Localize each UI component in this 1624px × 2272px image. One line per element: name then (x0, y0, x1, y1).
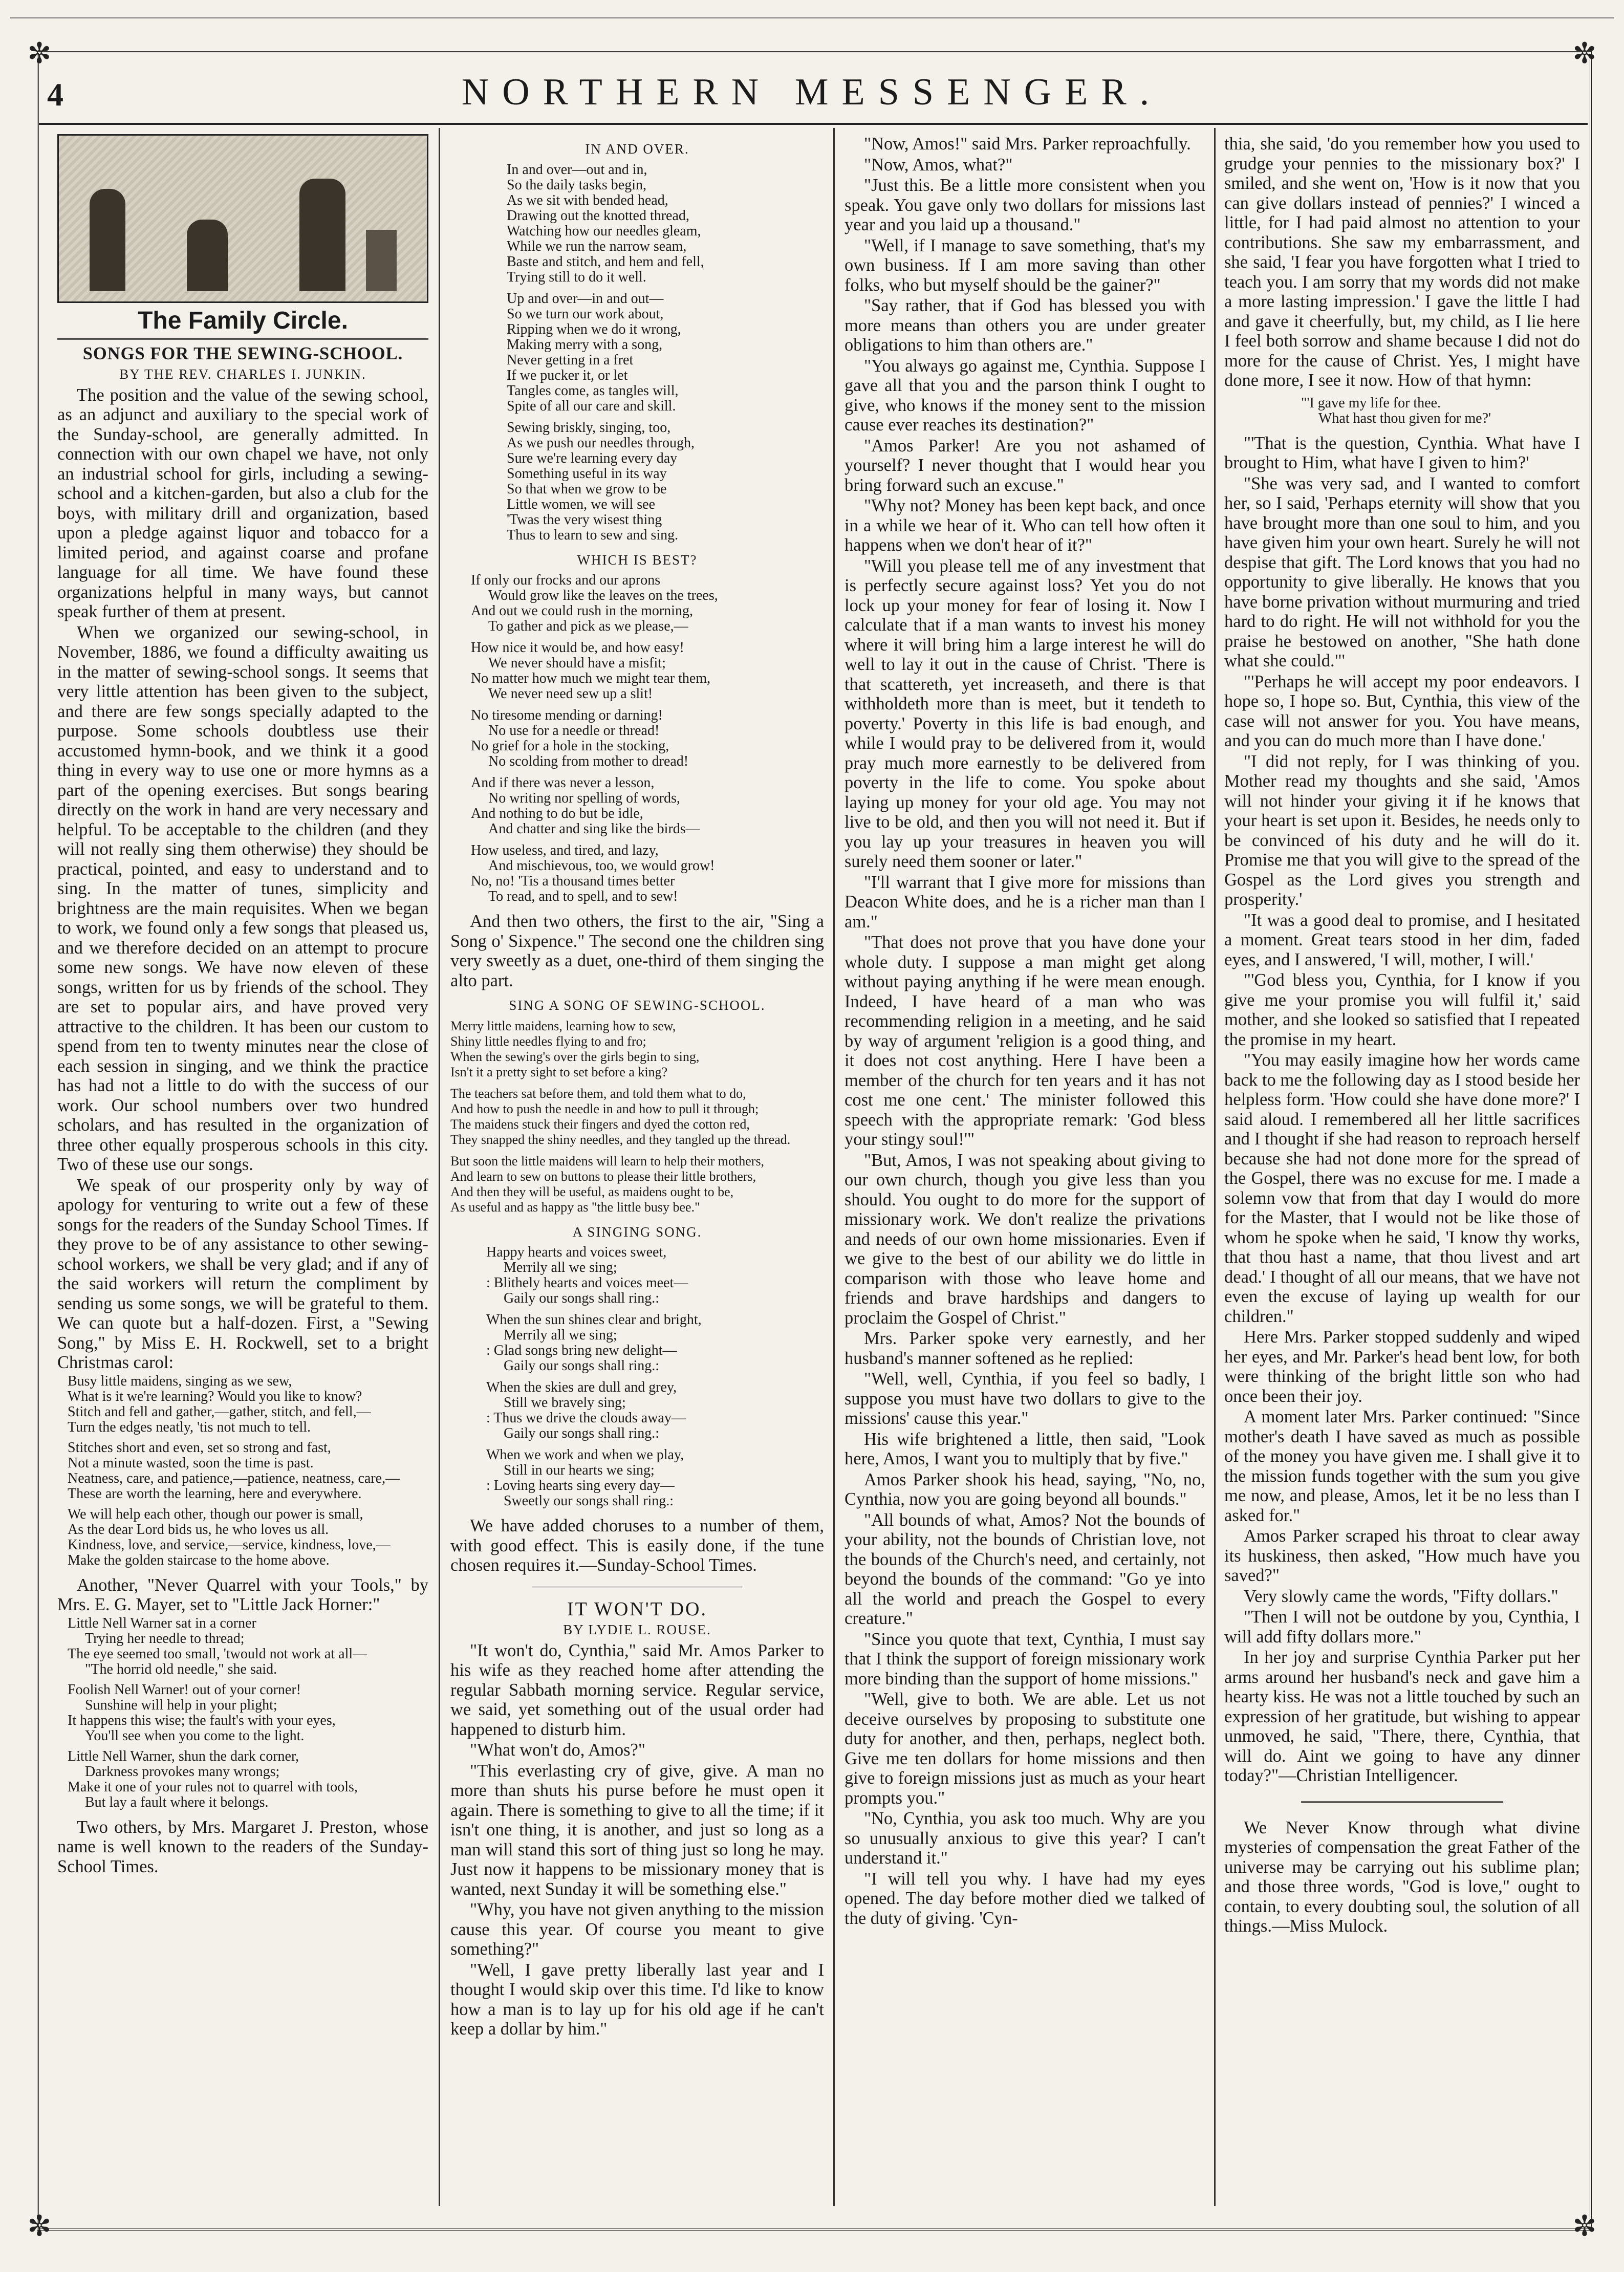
verse-line: When we work and when we play, (486, 1447, 684, 1463)
verse-line: Merry little maidens, learning how to sew, (450, 1018, 676, 1033)
paragraph: A moment later Mrs. Parker continued: "Since mother's death I have saved as much as possible of the money you have given me. I shall give it to the mission funds together with the sum you give me now, and please, Amos, let it be no less than I asked for." (1224, 1407, 1580, 1525)
paragraph: thia, she said, 'do you remember how you used to grudge your pennies to the missionary box?' I smiled, and she went on, 'How is it now that you can give dollars instead of pennies?' I winced a little, for I had paid almost no attention to your contributions. She saw my embarrassment, and she said, 'I fear you have forgotten what I tried to teach you. I am sorry that my words did not make a more lasting impression.' I gave the little I had and gave it cheerfully, but, my child, as I lie here I feel both sorrow and shame because I did not do more for the cause of Christ. Yes, I might have done more, I see it now. How of that hymn: (1224, 134, 1580, 390)
poem-sewing-song (68, 1374, 428, 1568)
verse-line: Little women, we will see (507, 496, 656, 512)
verse-line: We never should have a misfit; (488, 655, 666, 671)
verse-line: As we push our needles through, (507, 435, 695, 451)
paragraph: "All bounds of what, Amos? Not the bounds of your ability, not the bounds of Christian love, not the bounds of the Church's need, and certainly, not beyond the bounds of the command: "Go ye into all the world and preach the Gospel to every creature." (845, 1510, 1205, 1628)
poem-singing-song (486, 1245, 824, 1509)
corner-ornament-icon: ✼ (1572, 2210, 1597, 2243)
paragraph: "Well, give to both. We are able. Let us not deceive ourselves by proposing to substitute one duty for another, and then, perhaps, neglect both. Give me ten dollars for home missions and then give to foreign missions just as much as your heart prompts you." (845, 1690, 1205, 1808)
verse-line: What is it we're learning? Would you like to know? (68, 1388, 362, 1404)
verse-line: "'I gave my life for thee. (1301, 395, 1441, 411)
divider (532, 1587, 742, 1588)
verse-line: When the sun shines clear and bright, (486, 1312, 702, 1328)
verse-line: Drawing out the knotted thread, (507, 207, 689, 224)
corner-ornament-icon: ✼ (27, 2210, 52, 2243)
verse-line: When the skies are dull and grey, (486, 1379, 677, 1395)
masthead-rule (39, 123, 1588, 125)
poem-sing-a-song (450, 1019, 824, 1215)
verse-line: As useful and as happy as "the little busy bee." (450, 1199, 700, 1215)
verse-line: We never need sew up a slit! (488, 686, 653, 702)
verse-line: Still in our hearts we sing; (504, 1462, 655, 1478)
verse-line: No matter how much we might tear them, (471, 670, 711, 686)
column-divider (1214, 128, 1216, 2206)
column-2 (450, 134, 824, 2040)
verse-line: While we run the narrow seam, (507, 238, 687, 254)
verse-line: Neatness, care, and patience,—patience, neatness, care,— (68, 1470, 400, 1486)
paragraph: Amos Parker shook his head, saying, "No, no, Cynthia, now you are going beyond all bounds." (845, 1469, 1205, 1509)
paragraph: Two others, by Mrs. Margaret J. Preston, whose name is well known to the readers of the Sunday-School Times. (57, 1817, 428, 1876)
verse-line: Busy little maidens, singing as we sew, (68, 1373, 292, 1389)
verse-line: : Blithely hearts and voices meet— (486, 1275, 688, 1291)
verse-line: Stitch and fell and gather,—gather, stitch, and fell,— (68, 1403, 371, 1420)
verse-line: The maidens stuck their fingers and dyed the cotton red, (450, 1116, 750, 1132)
poem-title: WHICH IS BEST? (577, 552, 698, 568)
verse-line: The eye seemed too small, 'twould not work at all— (68, 1646, 367, 1662)
verse-line: And nothing to do but be idle, (471, 806, 643, 821)
hymn-quote (1301, 396, 1580, 426)
verse-line: It happens this wise; the fault's with your eyes, (68, 1712, 336, 1728)
verse-line: To read, and to spell, and to sew! (488, 889, 678, 904)
column-divider (439, 128, 440, 2206)
verse-line: Make the golden staircase to the home above. (68, 1552, 330, 1568)
paragraph: "Then I will not be outdone by you, Cynthia, I will add fifty dollars more." (1224, 1607, 1580, 1647)
verse-line: Darkness provokes many wrongs; (85, 1763, 280, 1780)
paragraph: "Now, Amos!" said Mrs. Parker reproachfully. (864, 134, 1191, 154)
paragraph: "I did not reply, for I was thinking of you. Mother read my thoughts and she said, 'Amos will not hinder your giving it if he knows that your heart is set upon it. Besides, he needs only to be convinced of his duty and he will do it. Promise me that you will give to the spread of the Gospel as the Lord gives you strength and prosperity.' (1224, 751, 1580, 909)
verse-line: Not a minute wasted, soon the time is past. (68, 1455, 314, 1471)
verse-line: Watching how our needles gleam, (507, 223, 701, 239)
paragraph: Very slowly came the words, "Fifty dollars." (1244, 1586, 1558, 1606)
verse-line: Gaily our songs shall ring.: (504, 1290, 660, 1306)
paragraph: "Now, Amos, what?" (864, 155, 1013, 175)
verse-line: : Thus we drive the clouds away— (486, 1410, 686, 1426)
paragraph: "'Perhaps he will accept my poor endeavors. I hope so, I hope so. But, Cynthia, this view of the case will not answer for you. You have means, and you can do much more than I have done.' (1224, 672, 1580, 750)
paragraph: "Amos Parker! Are you not ashamed of yourself? I never thought that I would hear you bring forward such an excuse." (845, 436, 1205, 495)
paragraph: Another, "Never Quarrel with your Tools," by Mrs. E. G. Mayer, set to "Little Jack Horner:" (57, 1575, 428, 1614)
poem-never-quarrel (68, 1616, 428, 1810)
article-byline: BY THE REV. CHARLES I. JUNKIN. (119, 366, 366, 382)
verse-line: Sunshine will help in your plight; (85, 1697, 277, 1713)
column-divider (833, 128, 835, 2206)
verse-line: No, no! 'Tis a thousand times better (471, 873, 675, 889)
verse-line: And out we could rush in the morning, (471, 603, 693, 619)
paragraph: We have added choruses to a number of them, with good effect. This is easily done, if the tune chosen requires it.—Sunday-School Times. (450, 1516, 824, 1575)
verse-line: But lay a fault where it belongs. (85, 1794, 269, 1810)
column-4 (1224, 134, 1580, 1937)
verse-line: Thus to learn to sew and sing. (507, 527, 679, 543)
verse-line: Would grow like the leaves on the trees, (488, 588, 718, 603)
verse-line: As the dear Lord bids us, he who loves us all. (68, 1521, 329, 1538)
paragraph: "'God bless you, Cynthia, for I know if you give me your promise you will fulfil it,' said mother, and she looked so satisfied that I repeated the promise in my heart. (1224, 970, 1580, 1049)
paragraph: We Never Know through what divine mysteries of compensation the great Father of the universe may be carrying out his sublime plan; and those three words, "God is love," ought to contain, to every doubting soul, the solution of all things.—Miss Mulock. (1224, 1817, 1580, 1936)
paragraph: "She was very sad, and I wanted to comfort her, so I said, 'Perhaps eternity will show that you have brought more than one soul to him, and you have given him your own heart. Surely he will not despise that gift. The Lord knows that you had no opportunity to give liberally. He knows that you have borne privation without murmuring and tried hard to do right. He will not withhold for you the praise he bestowed on another, "She hath done what she could."' (1224, 473, 1580, 670)
verse-line: Happy hearts and voices sweet, (486, 1244, 667, 1260)
top-rule (10, 17, 1614, 18)
paragraph: We speak of our prosperity only by way of apology for venturing to write out a few of these songs for the readers of the Sunday School Times. If they prove to be of any assistance to other sewing-school workers, we shall be very glad; and if any of the said workers will return the compliment by sending us some songs, we will be grateful to them. We can quote but a half-dozen. First, a "Sewing Song," by Miss E. H. Rockwell, set to a bright Christmas carol: (57, 1175, 428, 1372)
verse-line: Up and over—in and out— (507, 290, 664, 307)
verse-line: Merrily all we sing; (504, 1327, 617, 1343)
family-circle-illustration (57, 134, 428, 303)
verse-line: How nice it would be, and how easy! (471, 640, 684, 656)
paragraph: "But, Amos, I was not speaking about giving to our own church, though you give less than you should. You ought to do more for the support of missionary work. We don't realize the privations and needs of our own home missionaries. Even if we give to the best of our ability we do little in comparison with those who leave home and friends and brave hardships and dangers to proclaim the Gospel of Christ." (845, 1150, 1205, 1328)
verse-line: No writing nor spelling of words, (488, 790, 680, 806)
verse-line: Gaily our songs shall ring.: (504, 1425, 660, 1441)
verse-line: Make it one of your rules not to quarrel with tools, (68, 1779, 358, 1795)
poem-which-is-best (471, 573, 824, 904)
paragraph: "It was a good deal to promise, and I hesitated a moment. Great tears stood in her dim, faded eyes, and I answered, 'I will, mother, I will.' (1224, 910, 1580, 969)
verse-line: Sweetly our songs shall ring.: (504, 1493, 674, 1509)
divider (57, 338, 428, 340)
verse-line: How useless, and tired, and lazy, (471, 842, 659, 858)
verse-line: No scolding from mother to dread! (488, 753, 689, 769)
corner-ornament-icon: ✼ (27, 37, 52, 70)
paragraph: His wife brightened a little, then said, "Look here, Amos, I want you to multiply that by five." (845, 1429, 1205, 1468)
poem-title: A SINGING SONG. (572, 1224, 702, 1240)
story-byline: BY LYDIE L. ROUSE. (563, 1622, 711, 1637)
verse-line: And learn to sew on buttons to please their little brothers, (450, 1169, 756, 1184)
verse-line: Sewing briskly, singing, too, (507, 419, 671, 436)
verse-line: And then they will be useful, as maidens ought to be, (450, 1184, 734, 1199)
story-title: IT WON'T DO. (567, 1598, 707, 1620)
verse-line: Trying her needle to thread; (85, 1630, 245, 1647)
paragraph: "You may easily imagine how her words came back to me the following day as I stood beside her helpless form. 'How could she have done more?' I said aloud. I remembered all her little sacrifices and I thought if she had reason to reproach herself because she had not done more for the spread of the Gospel, there was no excuse for me. I made a solemn vow that from that day I would do more for the Master, that I would not be like those of whom he spoke when he said, 'I know thy works, that thou hast a name, that thou livest and art dead.' I thought of all our means, that we have not even the excuse of laying up wealth for our children." (1224, 1050, 1580, 1326)
verse-line: To gather and pick as we please,— (488, 618, 688, 634)
verse-line: So the daily tasks begin, (507, 177, 646, 193)
paragraph: "Well, well, Cynthia, if you feel so badly, I suppose you must have two dollars to give to the missions' cause this year." (845, 1369, 1205, 1428)
paragraph: Mrs. Parker spoke very earnestly, and her husband's manner softened as he replied: (845, 1329, 1205, 1368)
verse-line: So we turn our work about, (507, 306, 664, 322)
divider (1301, 1801, 1503, 1803)
paragraph: "Well, I gave pretty liberally last year and I thought I would skip over this time. I'd like to know how a man is to lay up for his old age if he can't keep a dollar by him." (450, 1960, 824, 2039)
verse-line: No use for a needle or thread! (488, 723, 660, 739)
verse-line: Trying still to do it well. (507, 269, 646, 285)
verse-line: And if there was never a lesson, (471, 775, 655, 791)
verse-line: If we pucker it, or let (507, 367, 628, 383)
paragraph: "Say rather, that if God has blessed you with more means than others you are under greater obligations to him than others are." (845, 296, 1205, 355)
verse-line: As we sit with bended head, (507, 192, 668, 208)
paragraph: "Why, you have not given anything to the mission cause this year. Of course you meant to give something?" (450, 1900, 824, 1959)
verse-line: You'll see when you come to the light. (85, 1727, 305, 1744)
verse-line: These are worth the learning, here and everywhere. (68, 1485, 362, 1502)
paragraph: In her joy and surprise Cynthia Parker put her arms around her husband's neck and gave him a hearty kiss. He was not a little touched by such an expression of her gratitude, but wishing to appear unmoved, he said, "There, there, Cynthia, that will do. Aint we going to have any dinner today?"—Christian Intelligencer. (1224, 1648, 1580, 1785)
verse-line: "The horrid old needle," she said. (85, 1661, 277, 1677)
verse-line: Little Nell Warner, shun the dark corner, (68, 1748, 299, 1764)
paragraph: "Since you quote that text, Cynthia, I must say that I think the support of foreign missionary work more binding than the support of home missions." (845, 1629, 1205, 1689)
verse-line: And chatter and sing like the birds— (488, 821, 700, 837)
paragraph: Amos Parker scraped his throat to clear away its huskiness, then asked, "How much have you saved?" (1224, 1526, 1580, 1585)
verse-line: Tangles come, as tangles will, (507, 382, 679, 399)
paragraph: "What won't do, Amos?" (470, 1740, 645, 1760)
verse-line: The teachers sat before them, and told them what to do, (450, 1086, 746, 1101)
article-title: SONGS FOR THE SEWING-SCHOOL. (82, 343, 403, 363)
verse-line: We will help each other, though our power is small, (68, 1506, 363, 1522)
verse-line: Still we bravely sing; (504, 1395, 626, 1411)
paragraph: "Well, if I manage to save something, that's my own business. If I am more saving than other folks, who but myself should be the gainer?" (845, 235, 1205, 295)
verse-line: : Glad songs bring new delight— (486, 1343, 677, 1358)
paragraph: "I will tell you why. I have had my eyes opened. The day before mother died we talked of the duty of giving. 'Cyn- (845, 1869, 1205, 1928)
paragraph: "No, Cynthia, you ask too much. Why are you so unusually anxious to give this year? I can't understand it." (845, 1809, 1205, 1868)
paragraph: The position and the value of the sewing school, as an adjunct and auxiliary to the special work of the Sunday-school, are generally admitted. In connection with our own chapel we have, not only an industrial school for girls, including a sewing-school and a kitchen-garden, but also a club for the boys, with military drill and organization, based upon a pledge against liquor and tobacco for a limited period, and against coarse and profane language for all time. We have found these organizations helpful in many ways, but cannot speak further of them at present. (57, 385, 428, 621)
verse-line: When the sewing's over the girls begin to sing, (450, 1049, 700, 1064)
paragraph: And then two others, the first to the air, "Sing a Song o' Sixpence." The second one the children sing very sweetly as a duet, one-third of them singing the alto part. (450, 912, 824, 990)
verse-line: Gaily our songs shall ring.: (504, 1358, 660, 1374)
paragraph: "I'll warrant that I give more for missions than Deacon White does, and he is a richer man than I am." (845, 872, 1205, 932)
paragraph: "Why not? Money has been kept back, and once in a while we hear of it. Who can tell how often it happens when we don't hear of it?" (845, 496, 1205, 555)
verse-line: Making merry with a song, (507, 336, 663, 353)
verse-line: Stitches short and even, set so strong and fast, (68, 1439, 331, 1456)
paragraph: "That does not prove that you have done your whole duty. I suppose a man might get along without paying anything if he were mean enough. Indeed, I have heard of a man who was recommending religion in a meeting, and he said by way of argument 'religion is a good thing, and it does not cost anything. Here I have been a member of the church for ten years and it has not cost me one cent.' The minister followed this speech with the appropriate remark: 'God bless your stingy soul!'" (845, 933, 1205, 1149)
verse-line: Little Nell Warner sat in a corner (68, 1615, 256, 1631)
page-number: 4 (47, 76, 63, 113)
verse-line: Turn the edges neatly, 'tis not much to tell. (68, 1419, 311, 1435)
paragraph: Here Mrs. Parker stopped suddenly and wiped her eyes, and Mr. Parker's head bent low, for both were thinking of the bright little son who had once been their joy. (1224, 1327, 1580, 1406)
paragraph: "This everlasting cry of give, give. A man no more than shuts his purse before he must open it again. There is something to give to all the time; if it isn't one thing, it is another, and just so long as a man will stand this sort of thing just so long he may. Just now it happens to be missionary money that is wanted, next Sunday it will be something else." (450, 1761, 824, 1899)
verse-line: If only our frocks and our aprons (471, 572, 661, 588)
poem-title: SING A SONG OF SEWING-SCHOOL. (509, 998, 766, 1013)
paragraph: "It won't do, Cynthia," said Mr. Amos Parker to his wife as they reached home after attending the regular Sabbath morning service. Regular service, we said, yet something out of the usual order had happened to disturb him. (450, 1640, 824, 1739)
verse-line: Shiny little needles flying to and fro; (450, 1033, 646, 1049)
verse-line: But soon the little maidens will learn to help their mothers, (450, 1153, 765, 1169)
paragraph: "Just this. Be a little more consistent when you speak. You gave only two dollars for missions last year and you laid up a thousand." (845, 176, 1205, 234)
verse-line: And how to push the needle in and how to pull it through; (450, 1101, 759, 1116)
verse-line: Something useful in its way (507, 465, 667, 482)
masthead: NORTHERN MESSENGER. (461, 71, 1163, 113)
verse-line: Sure we're learning every day (507, 450, 678, 466)
paragraph: When we organized our sewing-school, in November, 1886, we found a difficulty awaiting us in the matter of sewing-school songs. It seems that very little attention has been given to the subject, and there are few songs specially adapted to the purpose. Some schools doubtless use their accustomed hymn-book, and we think it a good thing in every way to use one or more hymns as a part of the opening exercises. But songs bearing directly on the work in hand are very necessary and helpful. To be acceptable to the children (and they will not really sing them otherwise) they should be practical, pointed, and easy to understand and to sing. In the matter of tunes, simplicity and brightness are the main requisites. When we began to work, we found only a few songs that pleased us, and we therefore decided on an attempt to procure some new songs. We have now eleven of these songs, written for us by friends of the school. They are set to popular airs, and have proved very attractive to the children. It has been our custom to spend from ten to twenty minutes near the close of each session in singing, and we think the practice has had not a little to do with the success of our work. Our school numbers over two hundred scholars, and has resulted in the organization of three other equally prosperous schools in this city. Two of these use our songs. (57, 622, 428, 1174)
corner-ornament-icon: ✼ (1572, 37, 1597, 70)
verse-line: And mischievous, too, we would grow! (488, 858, 715, 874)
verse-line: No grief for a hole in the stocking, (471, 738, 669, 754)
verse-line: So that when we grow to be (507, 481, 667, 497)
verse-line: Never getting in a fret (507, 352, 634, 368)
verse-line: No tiresome mending or darning! (471, 707, 663, 723)
paragraph: "Will you please tell me of any investment that is perfectly secure against loss? Yet you do not lock up your money for fear of losing it. Now I calculate that if a man wants to invest his money where it will bring him a large interest he will do well to lay it out in the cause of Christ. 'There is that scattereth, yet increaseth, and there is that withholdeth more than is meet, but it tendeth to poverty.' Poverty in this life is bad enough, and while I would pray to be delivered from it, would pray much more earnestly to be delivered from poverty in the life to come. You spoke about laying up money for your old age. You may not live to be old, and then you will not need it. But if you lay up your treasures in heaven you will surely need them sooner or later." (845, 556, 1205, 871)
column-1 (57, 134, 428, 1877)
paragraph: "You always go against me, Cynthia. Suppose I gave all that you and the parson think I ought to give, who knows if the money sent to the mission cause ever reaches its destination?" (845, 356, 1205, 435)
section-title: The Family Circle. (138, 307, 348, 334)
poem-in-and-over (507, 162, 824, 543)
verse-line: In and over—out and in, (507, 161, 647, 178)
verse-line: 'Twas the very wisest thing (507, 511, 662, 528)
verse-line: : Loving hearts sing every day— (486, 1478, 675, 1494)
column-3 (845, 134, 1205, 1929)
verse-line: What hast thou given for me?' (1318, 410, 1491, 426)
poem-title: IN AND OVER. (585, 141, 689, 157)
verse-line: Kindness, love, and service,—service, kindness, love,— (68, 1537, 391, 1553)
verse-line: They snapped the shiny needles, and they tangled up the thread. (450, 1132, 791, 1147)
verse-line: Ripping when we do it wrong, (507, 321, 681, 337)
paragraph: "'That is the question, Cynthia. What have I brought to Him, what have I given to him?' (1224, 433, 1580, 472)
verse-line: Merrily all we sing; (504, 1260, 617, 1275)
verse-line: Baste and stitch, and hem and fell, (507, 253, 704, 270)
verse-line: Isn't it a pretty sight to set before a king? (450, 1064, 668, 1079)
verse-line: Foolish Nell Warner! out of your corner! (68, 1681, 301, 1698)
verse-line: Spite of all our care and skill. (507, 398, 676, 414)
